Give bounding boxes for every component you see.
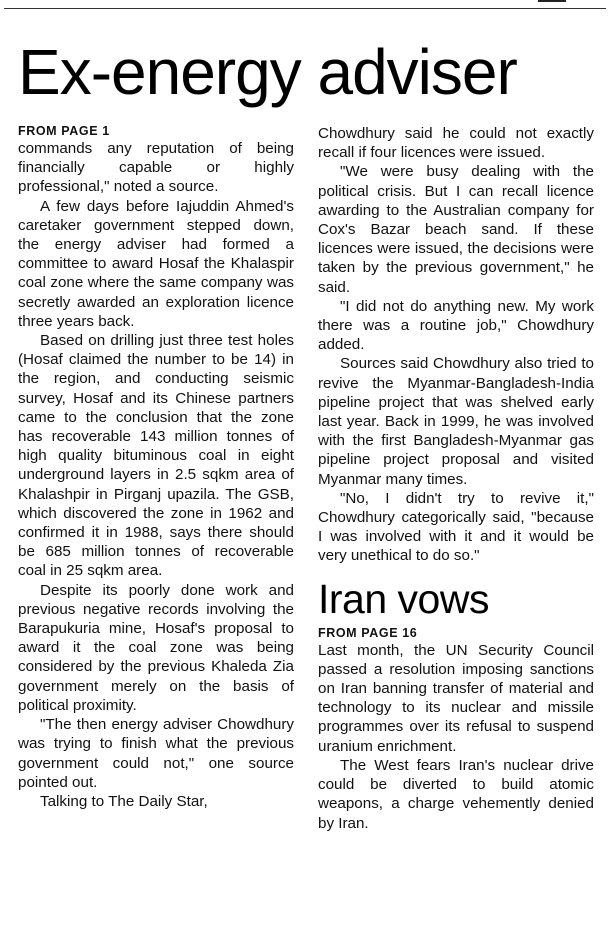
paragraph: "The then energy adviser Chowdhury was trying to finish what the previous government could not," one source pointed out. — [18, 716, 294, 791]
top-rule-mark — [538, 0, 566, 2]
paragraph: Sources said Chowdhury also tried to revive the Myanmar-Bangladesh-India pipeline project that was shelved early last year. Back in 1999, he was involved with the first Bangladesh-Myanmar gas pipeline project proposal and visited Myanmar many times. — [318, 355, 594, 488]
paragraph: Despite its poorly done work and previous negative records involving the Barapukuria mine, Hosaf's proposal to award it the coal zone was being considered by the previous Khaleda Zia government merely on the basis of political proximity. — [18, 581, 294, 714]
paragraph: The West fears Iran's nuclear drive could be diverted to build atomic weapons, a charge vehemently denied by Iran. — [318, 756, 594, 832]
continuation-kicker: FROM PAGE 1 — [18, 124, 110, 138]
article-headline: Ex-energy adviser — [18, 36, 517, 108]
paragraph: commands any reputation of being financially capable or highly professional," noted a source. — [18, 140, 294, 196]
paragraph: Based on drilling just three test holes (Hosaf claimed the number to be 14) in the region, and conducting seismic survey, Hosaf and its Chinese partners came to the conclusion that the zone has recoverable 143 million tonnes of high quality bituminous coal in eight underground layers in 2.5 sqkm area of Khalashpir in Pirganj upazila. The GSB, which discovered the zone in 1962 and confirmed it in 1988, says there should be 685 million tonnes of recoverable coal in 25 sqkm area. — [18, 332, 294, 580]
second-article-headline: Iran vows — [318, 575, 489, 622]
paragraph: Chowdhury said he could not exactly recall if four licences were issued. — [318, 125, 594, 162]
top-rule — [4, 8, 606, 9]
paragraph: Last month, the UN Security Council passed a resolution imposing sanctions on Iran banning transfer of material and technology to its nuclear and missile programmes over its refusal to suspend uranium enrichment. — [318, 641, 594, 755]
paragraph: A few days before Iajuddin Ahmed's caretaker government stepped down, the energy adviser had formed a committee to award Hosaf the Khalaspir coal zone where the same company was secretly awarded an exploration licence three years back. — [18, 197, 294, 330]
second-continuation-kicker: FROM PAGE 16 — [318, 625, 418, 640]
paragraph: "No, I didn't try to revive it," Chowdhury categorically said, "because I was involved with it and it would be very unethical to do so." — [318, 489, 594, 565]
right-column — [318, 124, 594, 833]
left-column — [18, 124, 294, 811]
paragraph: "I did not do anything new. My work there was a routine job," Chowdhury added. — [318, 297, 594, 354]
paragraph: Talking to The Daily Star, — [40, 792, 208, 810]
paragraph: "We were busy dealing with the political crisis. But I can recall licence awarding to the Australian company for Cox's Bazar beach sand. If these licences were issued, the decisions were taken by the previous government," he said. — [318, 163, 594, 296]
